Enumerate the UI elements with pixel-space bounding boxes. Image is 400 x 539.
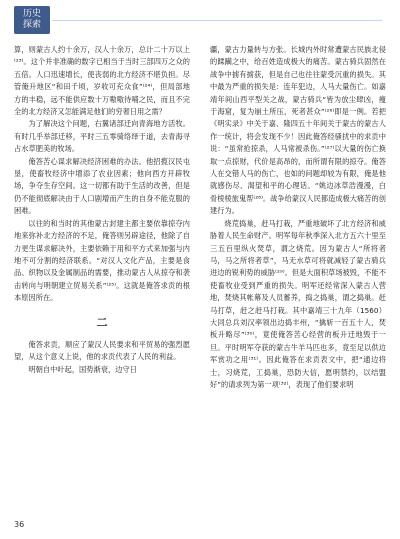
logo-line-1: 历史 xyxy=(22,9,41,19)
page-number: 36 xyxy=(14,520,25,529)
left-column xyxy=(14,44,190,514)
paragraph: 以往的和当时的其他蒙古封建主都主要依靠掠夺内地来弥补北方经济的不足，俺答则另辟途径，他除了自力更生谋求解决外，主要依赖于用和平方式来加强与内地不可分割的经济联系。“对汉人文化产品，主要是食品、织物以及金属制品的需要，推动蒙古人从掠夺和袭击转向与明朝建立贸易关系”⁽²⁵⁾。这就是俺答求贡的根本原因所在。 xyxy=(14,218,190,303)
paragraph: 疆，蒙古力量转与方张。长城内外时常遭蒙古民族北侵的蹂躏之中，给百姓造成极大的痛苦。蒙古骑兵固然在战争中掳有掳获，但是自己也往往蒙受沉重的损失。其中最为严重的损失是：连年犯边，人马大量伤亡。如嘉靖年间山西平型关之战，蒙古骑兵“皆为放尘肆凶，瘦于海窟，复为崩土所压，死者甚众”⁽²⁶⁾即是一例。若把《明实录》中关于嘉、隆四五十年间关于蒙古的蒙古人作一统计，将会发现不少！因此俺答经骚扰中的求贡中说：“虽常抢掠杀，人马常被杀伤。”⁽²⁷⁾以大量的伤亡换取一点掠财，代价是高昂的，而所谓有限的掠夺。俺答人在交错人马的伤亡，也如的问题却较为有限，俺是他就感伤尽、渴望和平的心理话。“姚边冰草浩漫漫，白骨棱棱旅鬼帮⁽²⁸⁾。战争给蒙汉人民都造成极大痛苦的创建行为。 xyxy=(210,45,386,216)
paragraph: 明朝自中叶起，国势渐衰，边守日 xyxy=(28,364,137,374)
section-number: 二 xyxy=(96,315,108,329)
header-rule xyxy=(52,20,382,21)
logo-line-2: 探索 xyxy=(22,20,41,30)
paragraph: 为了解决这个问题，右翼诸部迁向青海地方活牧。有时几乎举部迁移，平时三五零骑络绎于道，去青海寻占水草肥美的牧场。 xyxy=(14,119,190,154)
page-header xyxy=(0,0,400,40)
paragraph: 俺答苦心谋求解决经济困难的办法。他招揽汉民屯垦，使畜牧经济中增添了农业因素；他向西方开辟牧场，争夺生存空间。这一切都有助于生活的改善，但是仍不能彻底解决由于人口剧增而产生的自身不能克服的困难。 xyxy=(14,156,190,216)
right-column xyxy=(210,44,386,514)
paragraph: 烧荒捣巢，赶马打栽，严重地破坏了北方经济和威胁着人民生命财产。明军每年秋季深入北方五六十里至三五百里纵火焚草，谓之烧荒。因为蒙古人“所将者马，马之所将者草”，马无水草可将就减轻了蒙古骑兵进边的锐利势的威胁⁽²⁹⁾。但是大面积草场被毁，不能不使畜牧业受到严重的损失。明军还经常深入蒙古人营地，焚烧其帐幕及人员蓄养，捣之捣巢，谓之捣巢。赶马打草，赶之赶马打栽。其中嘉靖三十九年（1560）大同总兵刘汉率领出边捣丰州，“擒斩一百五十人，焚板升略尽”⁽³⁰⁾，竟使俺答苦心经营的板升迁地毁于一旦。平时明军夺获的蒙古牛羊马匹也多，竟至足以供边军赏功之用⁽³¹⁾。因此俺答在求贡表文中，把“通边将士，习烧荒，工捣巢，恐防大信，愿明禁约，以结盟好”的请求列为第一项⁽³²⁾，表现了他们要求明 xyxy=(210,218,386,389)
paragraph: 俺答求贡，顺应了蒙汉人民要求和平贸易的强烈愿望，从这个意义上说，他的求贡代表了人民的利益。 xyxy=(14,339,190,362)
article-body xyxy=(14,44,386,514)
paragraph: 算，则蒙古人约十余万，汉人十余万，总计二十万以上⁽²³⁾。这个并非准确的数字已相当于当时三部四万之众的五倍。人口迅速增长，使丧弱的北方经济不堪负担。尽管俺升地区“和田千顷，岁收可充众食”⁽²⁴⁾，但局部地方的丰稳，远不能供应数十万嗷嗷待哺之民，而且不完全的北方经济又怎能满足他们的穷奢日用之需？ xyxy=(14,45,190,117)
column-logo xyxy=(14,6,50,34)
